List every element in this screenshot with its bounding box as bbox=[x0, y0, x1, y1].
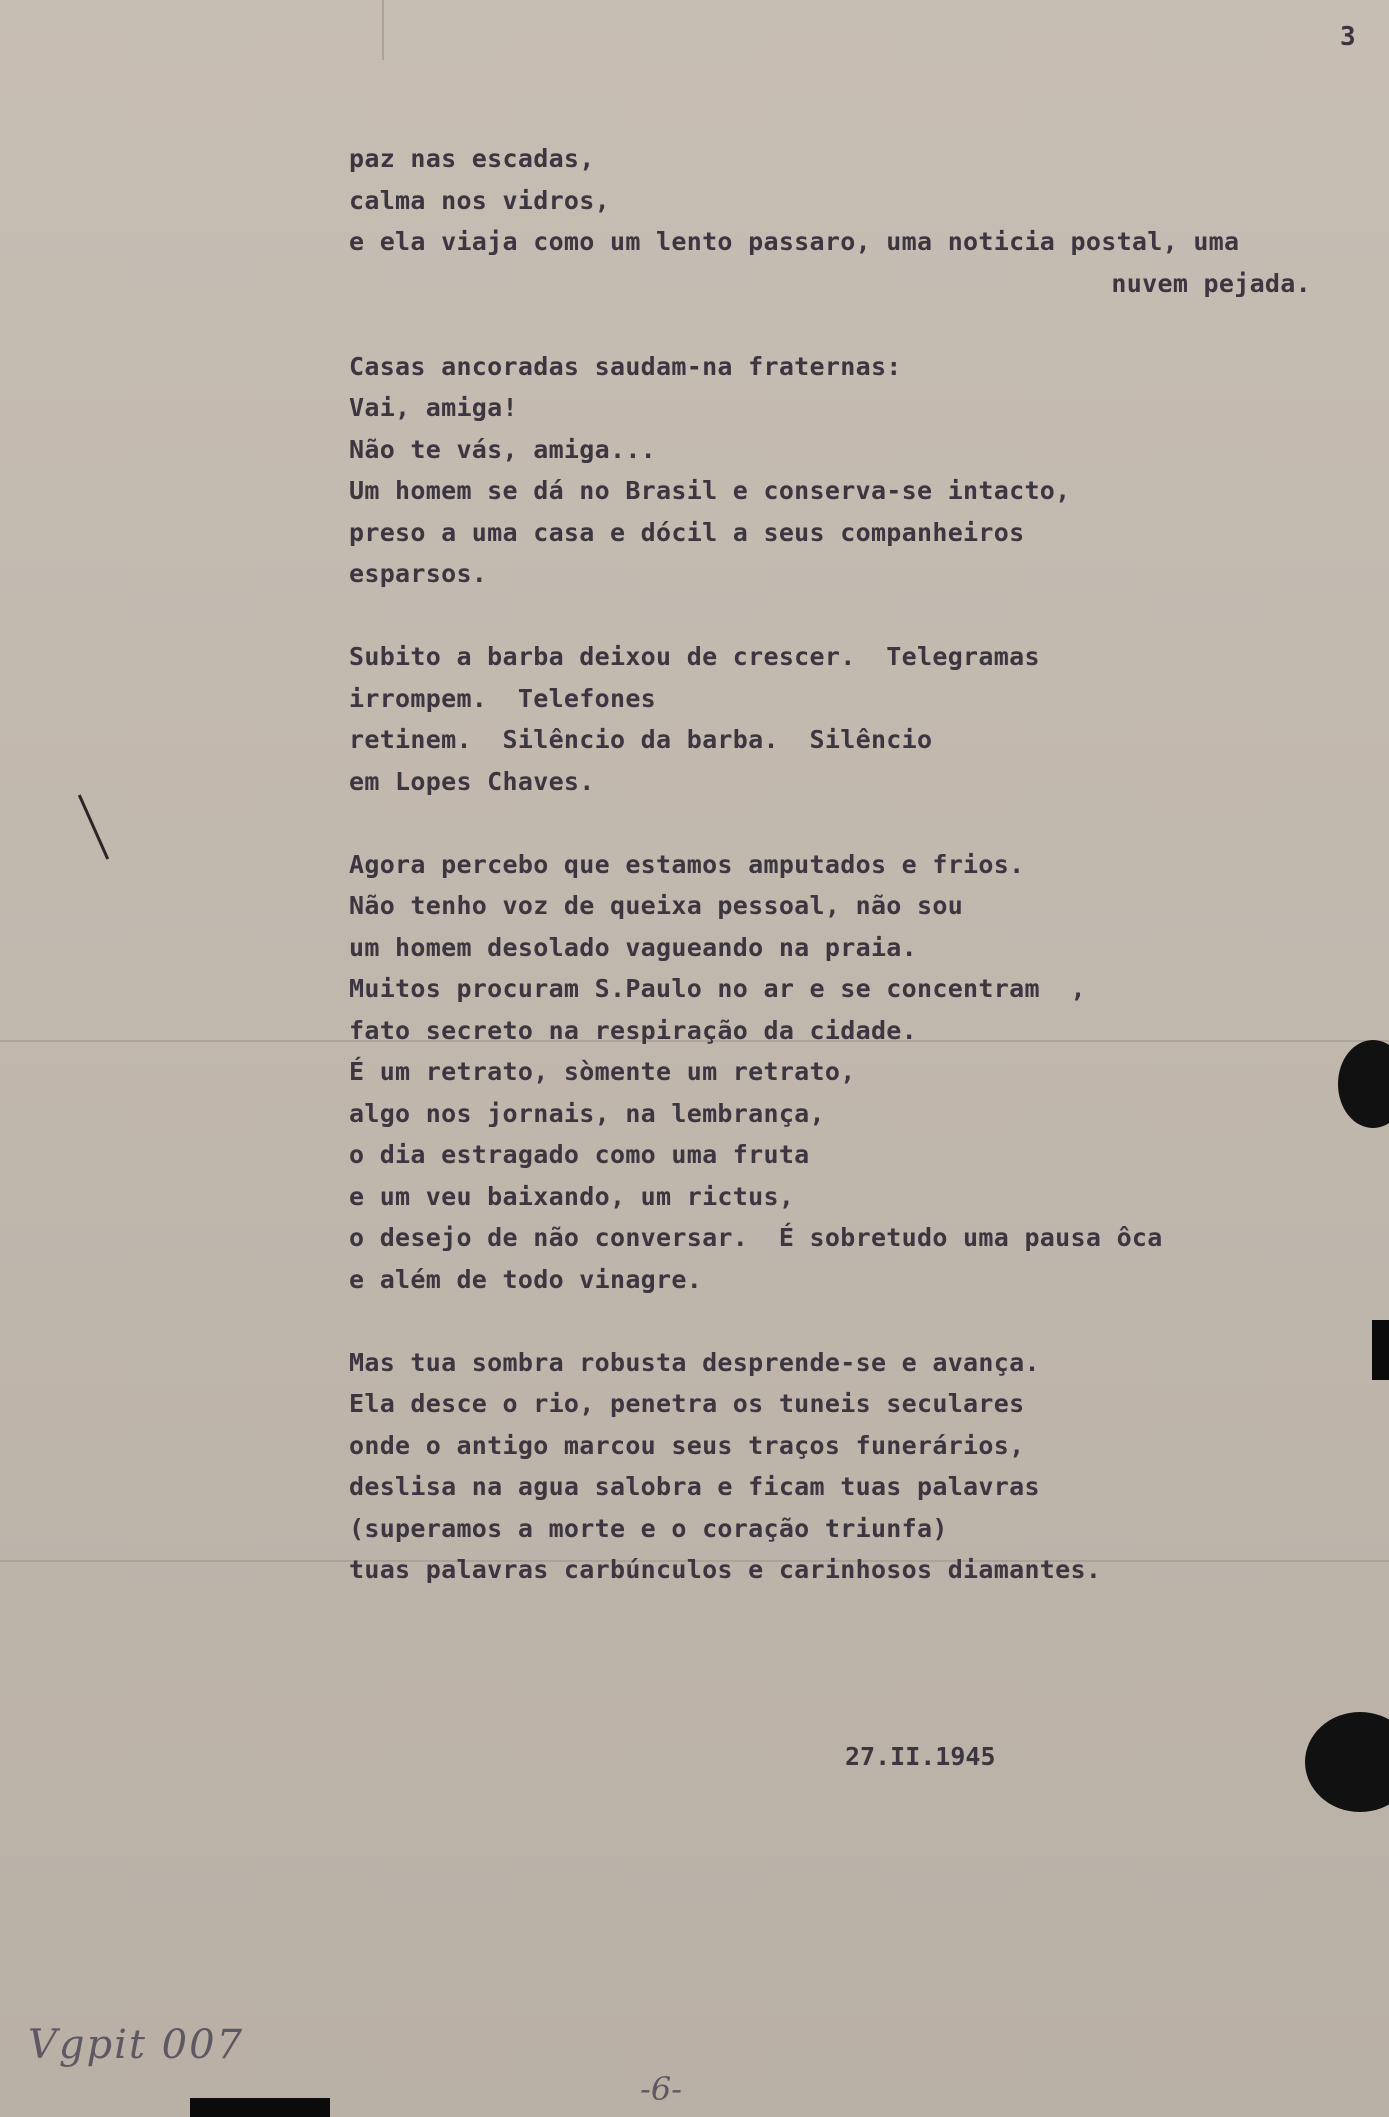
archive-note-handwritten: Vgpit 007 bbox=[28, 2022, 245, 2068]
poem-line: um homem desolado vagueando na praia. bbox=[349, 932, 917, 962]
poem-line: e ela viaja como um lento passaro, uma noticia postal, uma bbox=[349, 227, 1240, 256]
stanza-break bbox=[349, 1300, 1319, 1342]
paper-tear bbox=[190, 2098, 330, 2117]
poem-line: Vai, amiga! bbox=[349, 393, 518, 422]
poem-line: e um veu baixando, um rictus, bbox=[349, 1181, 795, 1211]
poem-line: Um homem se dá no Brasil e conserva-se intacto, bbox=[349, 476, 1071, 505]
poem-text bbox=[349, 138, 1319, 1591]
poem-line: Não te vás, amiga... bbox=[349, 434, 657, 464]
poem-line: Não tenho voz de queixa pessoal, não sou bbox=[349, 891, 964, 920]
poem-line: calma nos vidros, bbox=[349, 185, 610, 215]
stanza-break bbox=[349, 595, 1319, 637]
poem-line: Subito a barba deixou de crescer. Telegramas bbox=[349, 642, 1040, 671]
poem-line: irrompem. Telefones bbox=[349, 683, 657, 713]
page-number: 3 bbox=[1340, 22, 1356, 52]
poem-line: Casas ancoradas saudam-na fraternas: bbox=[349, 351, 902, 381]
poem-date: 27.II.1945 bbox=[845, 1742, 996, 1771]
paper-hole bbox=[1338, 1040, 1389, 1128]
stanza-break bbox=[349, 802, 1319, 844]
poem-line: Ela desce o rio, penetra os tuneis seculares bbox=[349, 1389, 1025, 1418]
poem-line: Mas tua sombra robusta desprende-se e avança. bbox=[349, 1347, 1040, 1377]
poem-line: (superamos a morte e o coração triunfa) bbox=[349, 1513, 948, 1543]
pencil-mark bbox=[78, 794, 109, 859]
poem-line: deslisa na agua salobra e ficam tuas palavras bbox=[349, 1472, 1040, 1501]
poem-line: Agora percebo que estamos amputados e frios. bbox=[349, 849, 1025, 879]
poem-line: e além de todo vinagre. bbox=[349, 1264, 703, 1294]
footer-page-number: -6- bbox=[640, 2070, 682, 2108]
paper-tear bbox=[1372, 1320, 1389, 1380]
poem-line-continuation: nuvem pejada. bbox=[1111, 268, 1311, 298]
poem-line: onde o antigo marcou seus traços funerários, bbox=[349, 1430, 1025, 1460]
stanza-break bbox=[349, 304, 1319, 346]
paper-hole bbox=[1305, 1712, 1389, 1812]
poem-line: esparsos. bbox=[349, 559, 488, 588]
poem-line: paz nas escadas, bbox=[349, 144, 595, 173]
paper-crease bbox=[382, 0, 384, 60]
poem-line: fato secreto na respiração da cidade. bbox=[349, 1015, 917, 1045]
poem-line: algo nos jornais, na lembrança, bbox=[349, 1098, 825, 1128]
poem-line: o dia estragado como uma fruta bbox=[349, 1140, 810, 1169]
poem-line: preso a uma casa e dócil a seus companheiros bbox=[349, 517, 1025, 547]
poem-line: Muitos procuram S.Paulo no ar e se concentram , bbox=[349, 974, 1086, 1003]
poem-line: em Lopes Chaves. bbox=[349, 766, 595, 796]
poem-line: tuas palavras carbúnculos e carinhosos diamantes. bbox=[349, 1555, 1102, 1584]
poem-line: É um retrato, sòmente um retrato, bbox=[349, 1057, 856, 1086]
poem-line: retinem. Silêncio da barba. Silêncio bbox=[349, 725, 933, 754]
poem-line: o desejo de não conversar. É sobretudo uma pausa ôca bbox=[349, 1223, 1163, 1252]
